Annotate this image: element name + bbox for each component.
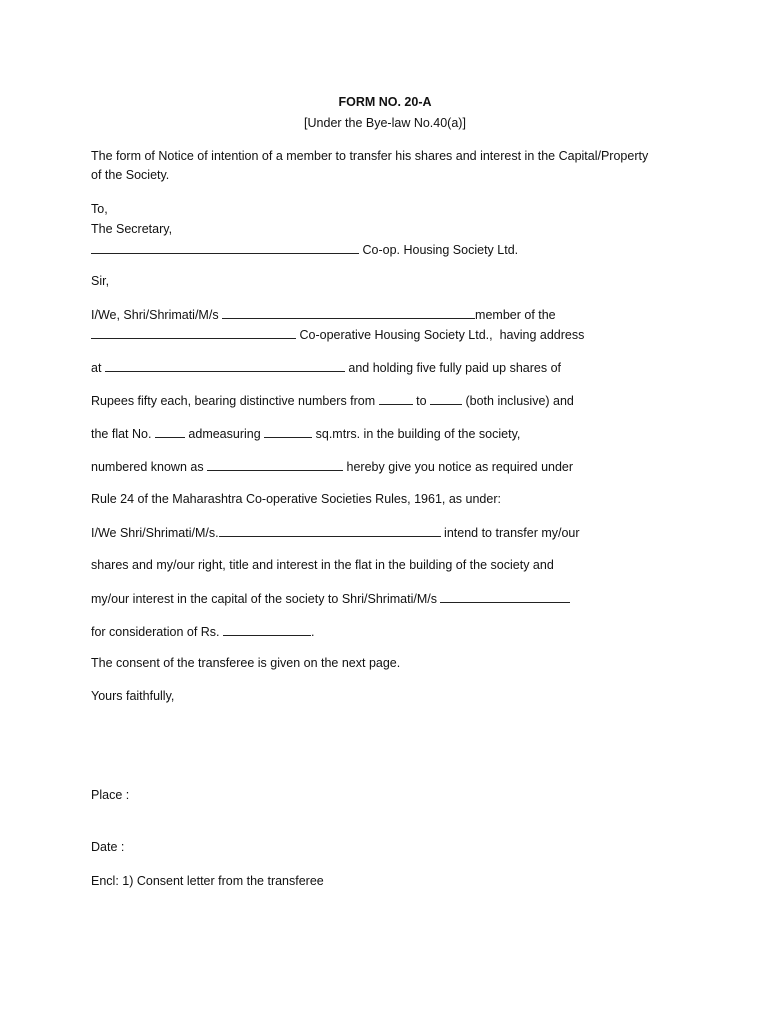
- to-label: To,: [91, 202, 108, 216]
- both-inclusive-label: (both inclusive) and: [462, 394, 574, 408]
- form-subtitle: [Under the Bye-law No.40(a)]: [304, 116, 466, 130]
- notice-label: hereby give you notice as required under: [343, 460, 574, 474]
- share-to-blank[interactable]: [430, 392, 462, 405]
- society-name-blank[interactable]: [91, 241, 359, 254]
- salutation: Sir,: [91, 274, 110, 288]
- body-line-6: [91, 458, 573, 475]
- consideration-period: .: [311, 625, 315, 639]
- consideration-label: for consideration of Rs.: [91, 625, 224, 639]
- society-address-label: Co-operative Housing Society Ltd., having address: [296, 328, 585, 342]
- member-name-blank[interactable]: [222, 306, 475, 319]
- body-line-3: [91, 359, 561, 376]
- sqmtrs-label: sq.mtrs. in the building of the society,: [312, 427, 521, 441]
- body-line-9: shares and my/our right, title and interest in the flat in the building of the society and: [91, 558, 554, 572]
- at-label: at: [91, 361, 105, 375]
- shares-holding-label: and holding five fully paid up shares of: [344, 361, 562, 375]
- body-line-12: The consent of the transferee is given on the next page.: [91, 656, 401, 670]
- intro-line-1: The form of Notice of intention of a member to transfer his shares and interest in the Capital/Property: [91, 149, 649, 163]
- distinctive-numbers-label: Rupees fifty each, bearing distinctive numbers from: [91, 394, 379, 408]
- transferee-label: my/our interest in the capital of the society to Shri/Shrimati/M/s: [91, 592, 441, 606]
- body-line-2: [91, 326, 584, 343]
- society-suffix: Co-op. Housing Society Ltd.: [359, 243, 519, 257]
- transferor-label: I/We Shri/Shrimati/M/s.: [91, 526, 219, 540]
- body-line-7: Rule 24 of the Maharashtra Co-operative Societies Rules, 1961, as under:: [91, 492, 501, 506]
- body-line-11: [91, 623, 315, 640]
- secretary-label: The Secretary,: [91, 222, 173, 236]
- address-blank[interactable]: [105, 359, 345, 372]
- transferor-name-blank[interactable]: [219, 524, 441, 537]
- member-name-label: I/We, Shri/Shrimati/M/s: [91, 308, 223, 322]
- date-label: Date :: [91, 840, 125, 854]
- form-title: FORM NO. 20-A: [338, 95, 432, 109]
- body-line-1: [91, 306, 556, 323]
- place-label: Place :: [91, 788, 130, 802]
- transferee-name-blank[interactable]: [440, 590, 570, 603]
- body-line-4: [91, 392, 574, 409]
- intro-line-2: of the Society.: [91, 168, 170, 182]
- flat-no-blank[interactable]: [155, 425, 185, 438]
- numbered-known-label: numbered known as: [91, 460, 208, 474]
- cooperative-society-blank[interactable]: [91, 326, 296, 339]
- to-label-inline: to: [412, 394, 431, 408]
- enclosure: Encl: 1) Consent letter from the transferee: [91, 874, 324, 888]
- area-blank[interactable]: [264, 425, 312, 438]
- closing: Yours faithfully,: [91, 689, 175, 703]
- numbered-known-blank[interactable]: [207, 458, 343, 471]
- admeasuring-label: admeasuring: [184, 427, 265, 441]
- consideration-amount-blank[interactable]: [223, 623, 311, 636]
- member-of-label: member of the: [475, 308, 556, 322]
- society-line: [91, 241, 518, 258]
- body-line-5: [91, 425, 520, 442]
- intend-transfer-label: intend to transfer my/our: [440, 526, 580, 540]
- body-line-10: [91, 590, 570, 607]
- body-line-8: [91, 524, 580, 541]
- flat-no-label: the flat No.: [91, 427, 155, 441]
- share-from-blank[interactable]: [379, 392, 413, 405]
